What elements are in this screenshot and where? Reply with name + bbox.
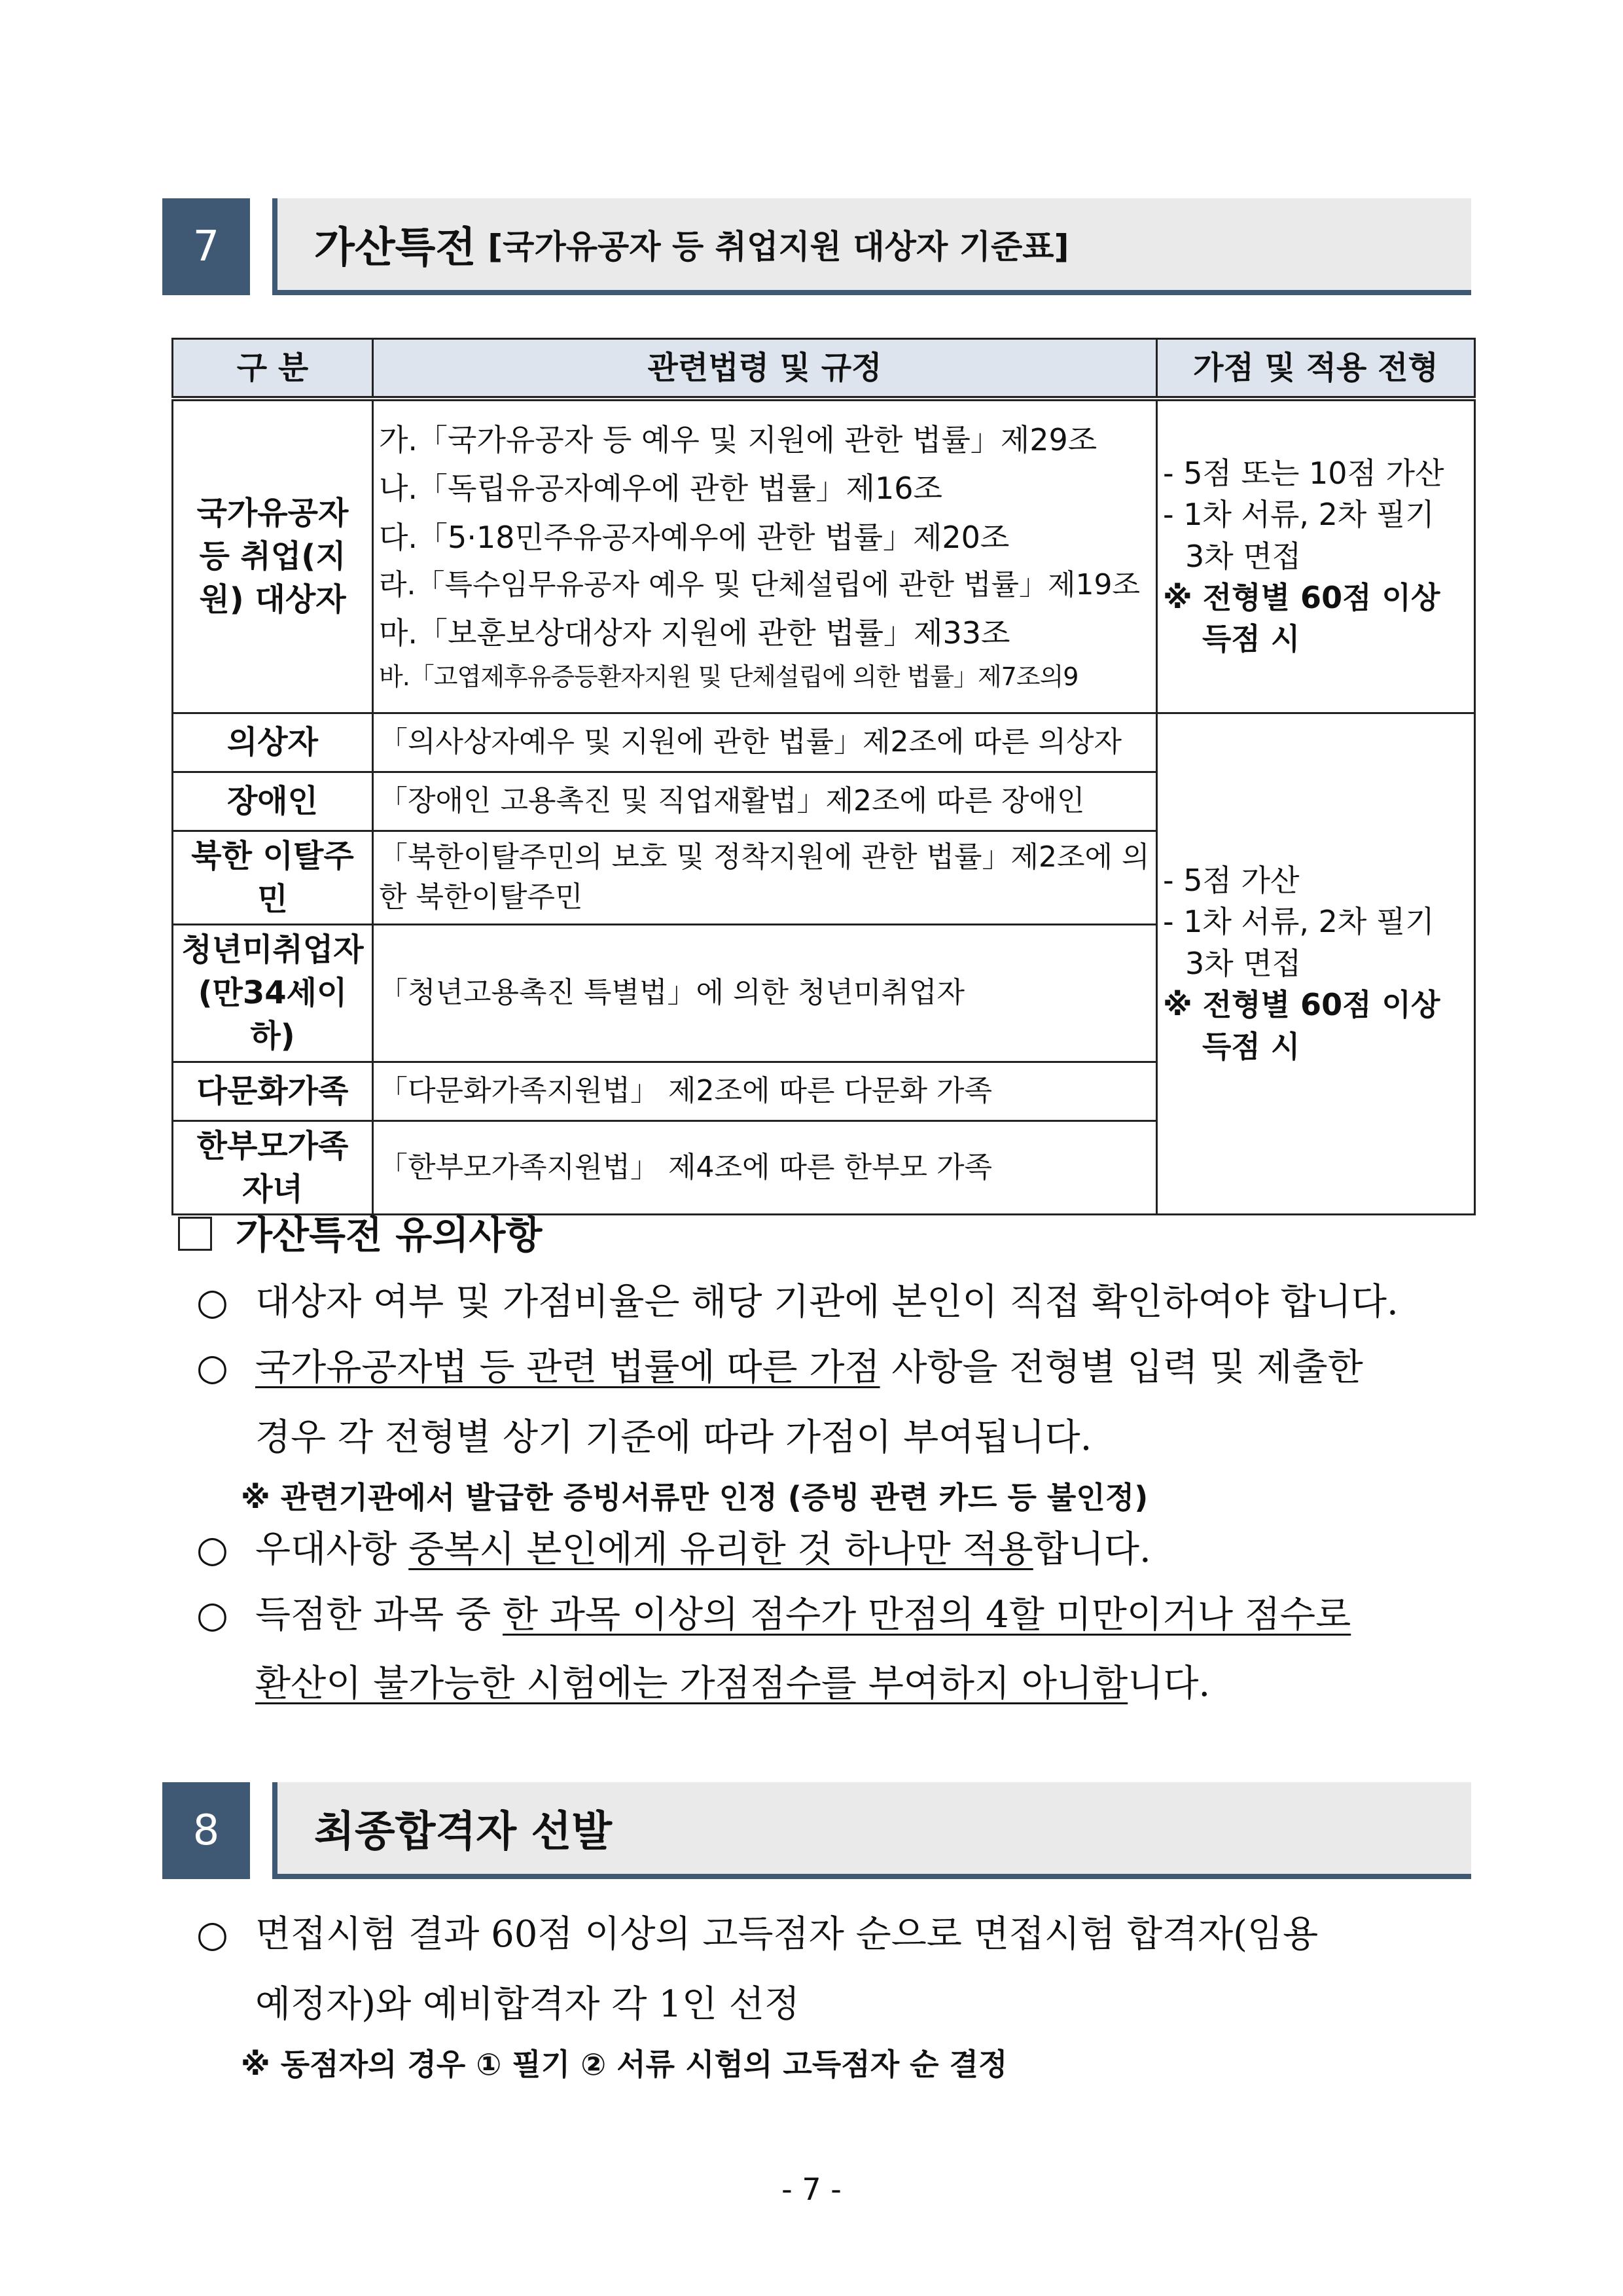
category-cell: 다문화가족 (173, 1062, 373, 1121)
section-number: 8 (162, 1782, 250, 1879)
notice-text: 득점한 과목 중 (255, 1594, 503, 1636)
law-line: 가.「국가유공자 등 예우 및 지원에 관한 법률」제29조 (379, 422, 1097, 457)
points-cell (1157, 399, 1475, 713)
notice-item (196, 1583, 1351, 1648)
section-subtitle: [국가유공자 등 취업지원 대상자 기준표] (488, 228, 1069, 266)
law-cell: 「의사상자예우 및 지원에 관한 법률」제2조에 따른 의상자 (373, 713, 1157, 772)
law-cell (373, 399, 1157, 713)
category-cell: 국가유공자 등 취업(지원) 대상자 (173, 399, 373, 713)
notice-text-continued (255, 1655, 1210, 1707)
section-title (314, 198, 1069, 290)
final-item (196, 1902, 1318, 1967)
law-line: 라.「특수임무유공자 예우 및 단체설립에 관한 법률」제19조 (379, 568, 1140, 602)
law-line: 바.「고엽제후유증등환자지원 및 단체설립에 의한 법률」제7조의9 (379, 662, 1079, 692)
table-row (173, 713, 1475, 772)
points-line: - 1차 서류, 2차 필기 (1163, 904, 1435, 940)
notice-text-underlined: 국가유공자법 등 관련 법률에 따른 가점 (255, 1346, 880, 1389)
notice-text: 사항을 전형별 입력 및 제출한 (880, 1346, 1363, 1389)
section-title-bar (272, 1782, 1471, 1879)
points-note: 득점 시 (1202, 1028, 1300, 1064)
notice-text-underlined: 중복시 본인에게 유리한 것 하나만 적용 (408, 1528, 1033, 1571)
circle-bullet-icon: ○ (196, 1594, 228, 1636)
law-cell: 「한부모가족지원법」 제4조에 따른 한부모 가족 (373, 1121, 1157, 1214)
law-cell: 「다문화가족지원법」 제2조에 따른 다문화 가족 (373, 1062, 1157, 1121)
header-points: 가점 및 적용 전형 (1157, 339, 1475, 399)
category-cell: 한부모가족 자녀 (173, 1121, 373, 1214)
law-cell: 「장애인 고용촉진 및 직업재활법」제2조에 따른 장애인 (373, 772, 1157, 831)
points-line: 3차 면접 (1185, 945, 1302, 981)
notice-text: 대상자 여부 및 가점비율은 해당 기관에 본인이 직접 확인하여야 합니다. (255, 1281, 1399, 1323)
table-header-row (173, 339, 1475, 399)
final-text-continued: 예정자)와 예비합격자 각 1인 선정 (255, 1983, 800, 2026)
points-cell (1157, 713, 1475, 1215)
points-line: 3차 면접 (1185, 538, 1302, 574)
notice-text: 우대사항 (255, 1528, 409, 1571)
section-title-main: 가산특전 (314, 224, 476, 272)
header-category: 구 분 (173, 339, 373, 399)
final-text: 면접시험 결과 60점 이상의 고득점자 순으로 면접시험 합격자(임용 (255, 1913, 1319, 1956)
circle-bullet-icon: ○ (196, 1346, 228, 1389)
notice-item (196, 1270, 1399, 1335)
notice-note: ※ 관련기관에서 발급한 증빙서류만 인정 (증빙 관련 카드 등 불인정) (241, 1480, 1149, 1515)
notice-text-underlined: 한 과목 이상의 점수가 만점의 4할 미만이거나 점수로 (502, 1594, 1351, 1636)
points-line: - 5점 또는 10점 가산 (1163, 455, 1444, 491)
points-line: - 1차 서류, 2차 필기 (1163, 497, 1435, 533)
notice-text-underlined: 환산이 불가능한 시험에는 가점점수를 부여하지 아니함 (255, 1662, 1128, 1705)
section-number: 7 (162, 198, 250, 295)
points-note: ※ 전형별 60점 이상 (1163, 987, 1440, 1023)
header-law: 관련법령 및 규정 (373, 339, 1157, 399)
law-line: 나.「독립유공자예우에 관한 법률」제16조 (379, 471, 942, 507)
checkbox-square-icon (178, 1217, 212, 1251)
circle-bullet-icon: ○ (196, 1913, 228, 1956)
law-cell: 「청년고용촉진 특별법」에 의한 청년미취업자 (373, 924, 1157, 1062)
category-cell: 북한 이탈주민 (173, 831, 373, 924)
page-number: - 7 - (781, 2172, 842, 2207)
notice-text-continued: 경우 각 전형별 상기 기준에 따라 가점이 부여됩니다. (255, 1416, 1092, 1459)
notice-text: 니다. (1128, 1662, 1211, 1705)
law-line: 다.「5·18민주유공자예우에 관한 법률」제20조 (379, 519, 1010, 555)
law-line: 마.「보훈보상대상자 지원에 관한 법률」제33조 (379, 615, 1010, 651)
points-note: ※ 전형별 60점 이상 (1163, 579, 1440, 615)
notice-text: 합니다. (1033, 1528, 1151, 1571)
section-title-bar (272, 198, 1471, 295)
section-title: 최종합격자 선발 (314, 1808, 613, 1856)
section-8-header (162, 1782, 1471, 1879)
notice-heading (178, 1204, 542, 1259)
table-row (173, 399, 1475, 713)
notice-item (196, 1335, 1363, 1401)
category-cell: 청년미취업자 (만34세이하) (173, 924, 373, 1062)
bonus-criteria-table (171, 338, 1476, 1215)
points-line: - 5점 가산 (1163, 862, 1300, 898)
final-note: ※ 동점자의 경우 ① 필기 ② 서류 시험의 고득점자 순 결정 (241, 2047, 1008, 2082)
category-cell: 의상자 (173, 713, 373, 772)
circle-bullet-icon: ○ (196, 1281, 228, 1323)
circle-bullet-icon: ○ (196, 1528, 228, 1571)
category-cell: 장애인 (173, 772, 373, 831)
law-cell: 「북한이탈주민의 보호 및 정착지원에 관한 법률」제2조에 의한 북한이탈주민 (373, 831, 1157, 924)
notice-item (196, 1517, 1151, 1583)
points-note: 득점 시 (1202, 621, 1300, 657)
notice-title: 가산특전 유의사항 (236, 1213, 543, 1257)
section-7-header (162, 198, 1471, 295)
